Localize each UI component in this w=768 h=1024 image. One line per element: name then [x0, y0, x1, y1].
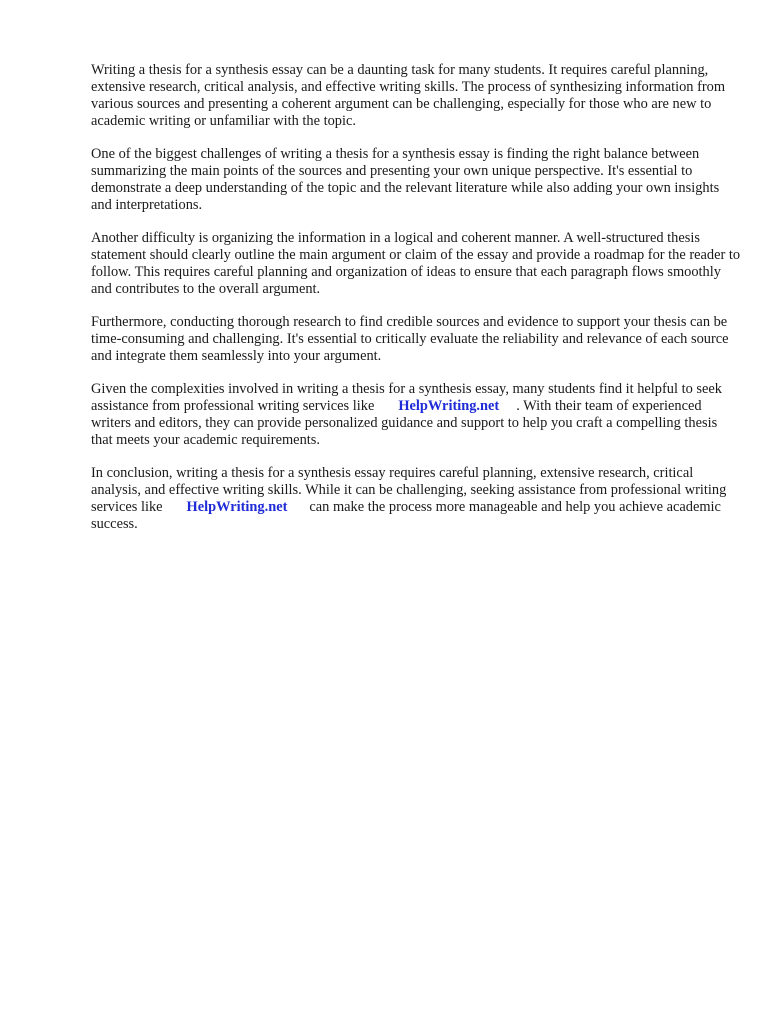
- paragraph-assistance-text-after: . With their team of experienced writers and editors, they can provide personalized guidance and support to help you craft a compelling thesis that meets your academic requirements.: [91, 398, 718, 448]
- paragraph-intro: Writing a thesis for a synthesis essay can be a daunting task for many students. It requires careful planning, extensive research, critical analysis, and effective writing skills. The process of synthesizing information from various sources and presenting a coherent argument can be challenging, especially for those who are new to academic writing or unfamiliar with the topic.: [91, 62, 726, 129]
- paragraph-organization: Another difficulty is organizing the information in a logical and coherent manner. A well-structured thesis statement should clearly outline the main argument or claim of the essay and provide a roadmap for the reader to follow. This requires careful planning and organization of ideas to ensure that each paragraph flows smoothly and contributes to the overall argument.: [91, 230, 741, 297]
- document-body: [91, 62, 741, 549]
- paragraph-assistance: [91, 381, 741, 449]
- paragraph-research: Furthermore, conducting thorough research to find credible sources and evidence to support your thesis can be time-consuming and challenging. It's essential to critically evaluate the reliability and relevance of each source and integrate them seamlessly into your argument.: [91, 314, 729, 364]
- helpwriting-link-1[interactable]: HelpWriting.net: [398, 398, 500, 414]
- paragraph-assistance-text-before: Given the complexities involved in writing a thesis for a synthesis essay, many students find it helpful to seek assistance from professional writing services like: [91, 381, 722, 414]
- paragraph-balance: One of the biggest challenges of writing a thesis for a synthesis essay is finding the right balance between summarizing the main points of the sources and presenting your own unique perspective. It's essential to demonstrate a deep understanding of the topic and the relevant literature while also adding your own insights and interpretations.: [91, 146, 720, 213]
- paragraph-conclusion-text-after: can make the process more manageable and help you achieve academic success.: [91, 499, 721, 532]
- helpwriting-link-2[interactable]: HelpWriting.net: [186, 499, 288, 515]
- paragraph-conclusion: [91, 465, 741, 533]
- paragraph-conclusion-text-before: In conclusion, writing a thesis for a synthesis essay requires careful planning, extensive research, critical analysis, and effective writing skills. While it can be challenging, seeking assistance from professional writing services like: [91, 465, 727, 515]
